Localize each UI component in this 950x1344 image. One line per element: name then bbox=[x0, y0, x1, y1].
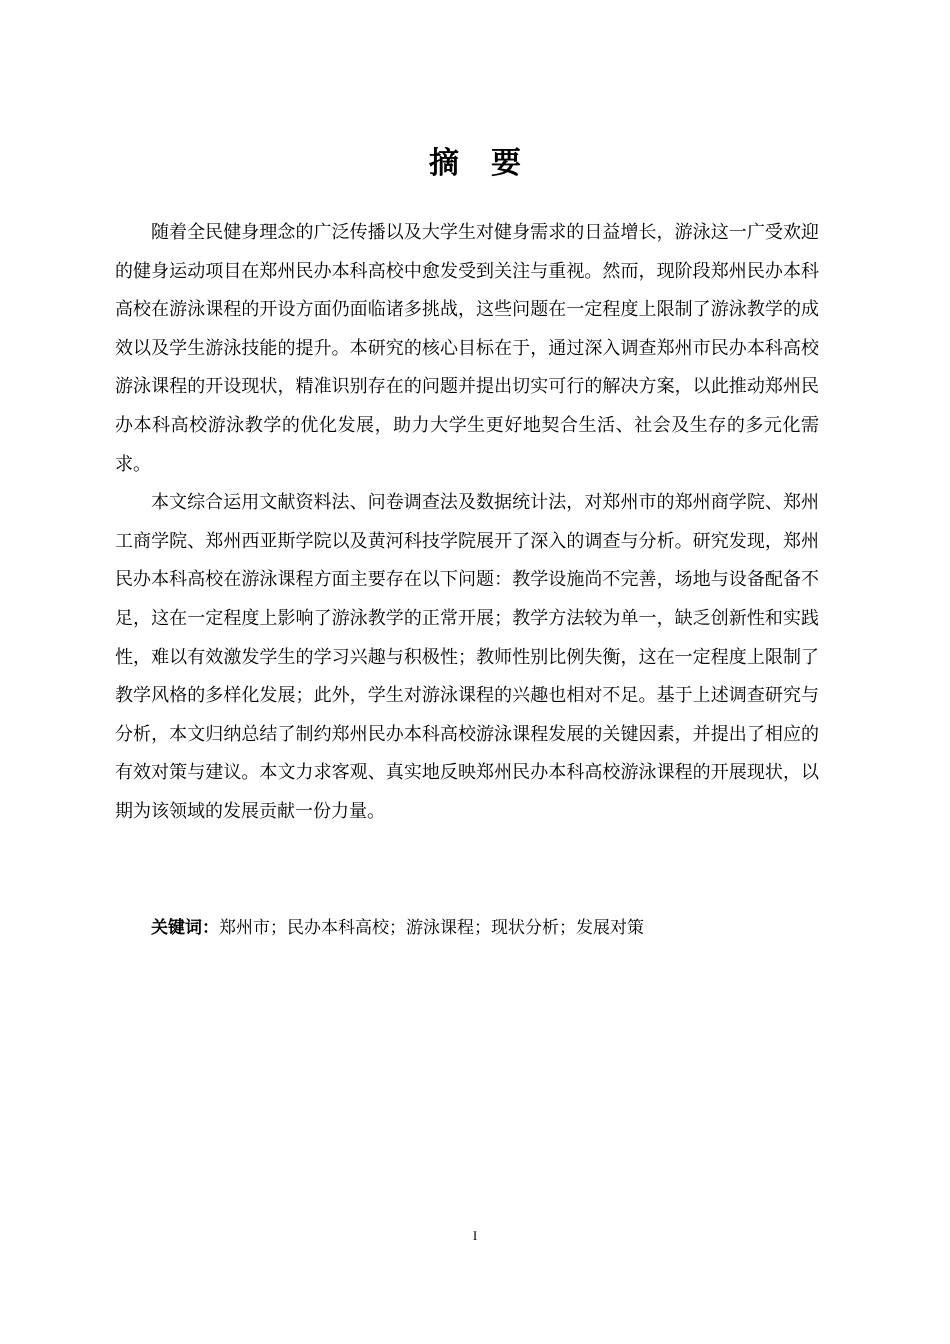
keywords-line bbox=[151, 909, 644, 947]
abstract-paragraph-2: 本文综合运用文献资料法、问卷调查法及数据统计法，对郑州市的郑州商学院、郑州工商学院、郑州西亚斯学院以及黄河科技学院展开了深入的调查与分析。研究发现，郑州民办本科高校在游泳课程方面主要存在以下问题：教学设施尚不完善，场地与设备配备不足，这在一定程度上影响了游泳教学的正常开展；教学方法较为单一，缺乏创新性和实践性，难以有效激发学生的学习兴趣与积极性；教师性别比例失衡，这在一定程度上限制了教学风格的多样化发展；此外，学生对游泳课程的兴趣也相对不足。基于上述调查研究与分析，本文归纳总结了制约郑州民办本科高校游泳课程发展的关键因素，并提出了相应的有效对策与建议。本文力求客观、真实地反映郑州民办本科高校游泳课程的开展现状，以期为该领域的发展贡献一份力量。 bbox=[115, 492, 819, 822]
page-title: 摘要 bbox=[429, 146, 553, 181]
keywords-label: 关键词： bbox=[151, 918, 219, 938]
keywords-text: 郑州市；民办本科高校；游泳课程；现状分析；发展对策 bbox=[219, 918, 644, 938]
abstract-body bbox=[115, 214, 819, 832]
abstract-paragraph-1: 随着全民健身理念的广泛传播以及大学生对健身需求的日益增长，游泳这一广受欢迎的健身运动项目在郑州民办本科高校中愈发受到关注与重视。然而，现阶段郑州民办本科高校在游泳课程的开设方面仍面临诸多挑战，这些问题在一定程度上限制了游泳教学的成效以及学生游泳技能的提升。本研究的核心目标在于，通过深入调查郑州市民办本科高校游泳课程的开设现状，精准识别存在的问题并提出切实可行的解决方案，以此推动郑州民办本科高校游泳教学的优化发展，助力大学生更好地契合生活、社会及生存的多元化需求。 bbox=[115, 222, 819, 475]
page-number: I bbox=[472, 1228, 478, 1243]
